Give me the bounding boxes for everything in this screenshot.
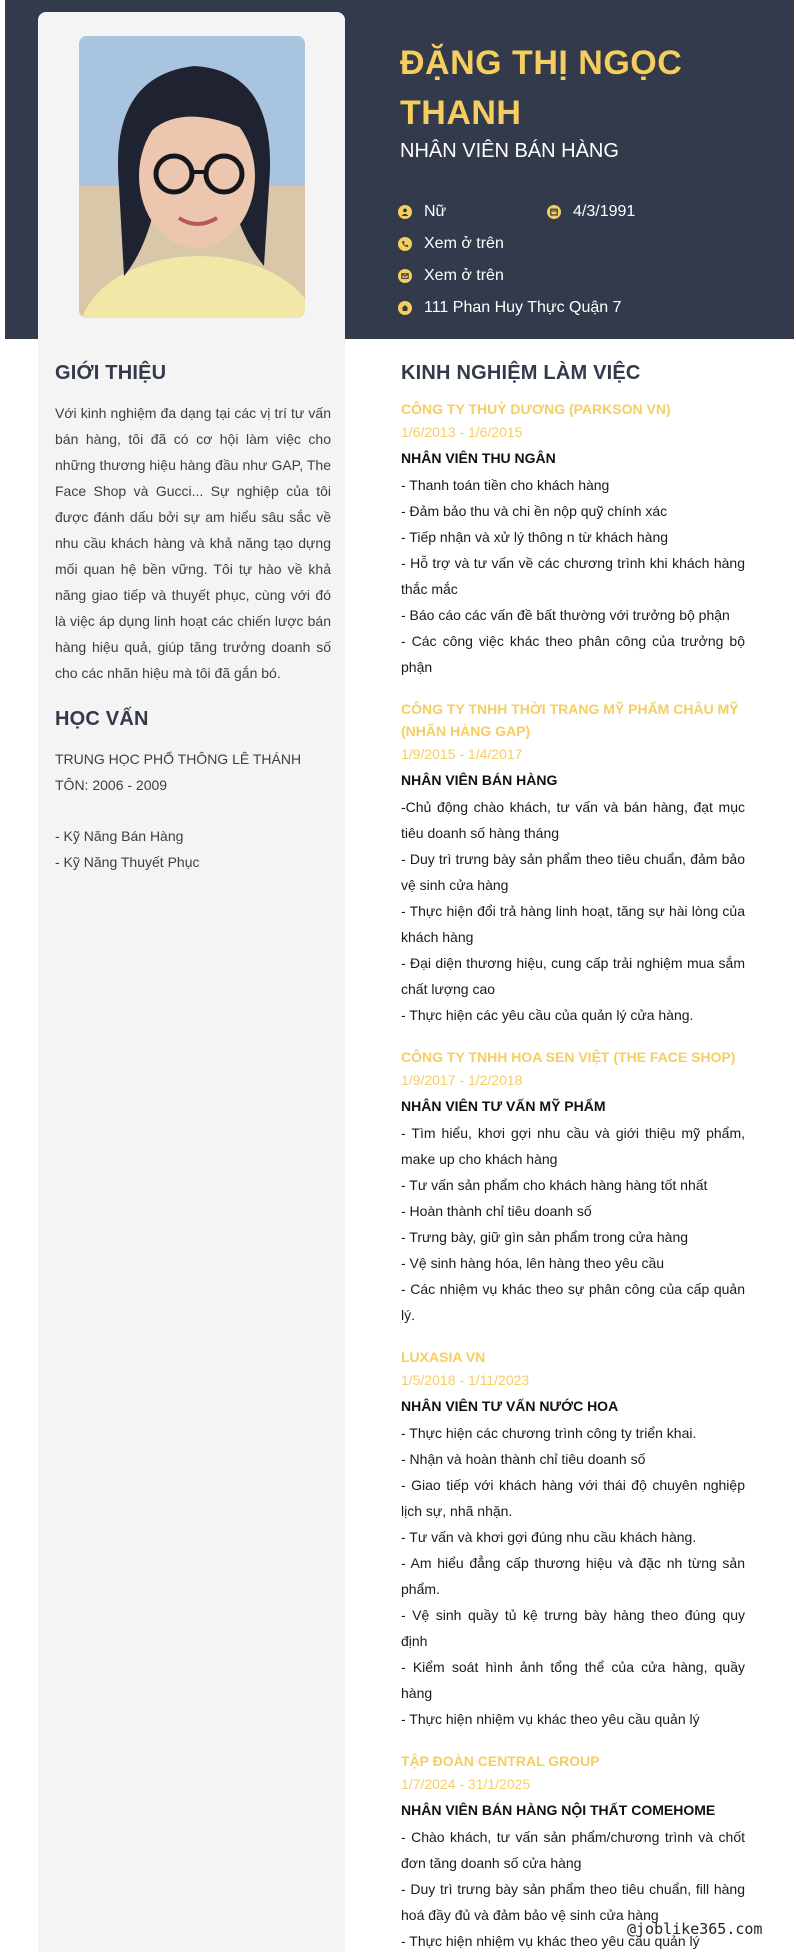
skill-item: - Kỹ Năng Bán Hàng bbox=[55, 828, 184, 844]
job-duty: - Đảm bảo thu và chi ền nộp quỹ chính xác bbox=[401, 503, 668, 519]
job-duty: - Am hiểu đẳng cấp thương hiệu và đặc nh từng sản phẩm. bbox=[401, 1555, 745, 1597]
job-duty: - Vệ sinh quầy tủ kệ trưng bày hàng theo đúng quy định bbox=[401, 1607, 745, 1649]
job-role: NHÂN VIÊN TƯ VẤN MỸ PHẨM bbox=[401, 1098, 606, 1114]
dob-value: 4/3/1991 bbox=[573, 203, 636, 220]
company-name: CÔNG TY TNHH THỜI TRANG MỸ PHẨM CHÂU MỸ (NHÃN HÀNG GAP) bbox=[401, 701, 739, 739]
job-duty: - Nhận và hoàn thành chỉ tiêu doanh số bbox=[401, 1451, 646, 1467]
job-role: NHÂN VIÊN BÁN HÀNG NỘI THẤT COMEHOME bbox=[401, 1802, 716, 1818]
job-role: NHÂN VIÊN BÁN HÀNG bbox=[401, 772, 558, 788]
job-period: 1/5/2018 - 1/11/2023 bbox=[401, 1372, 530, 1388]
job-duty: - Duy trì trưng bày sản phẩm theo tiêu chuẩn, fill hàng hoá đầy đủ và đảm bảo vệ sinh cửa hàng bbox=[401, 1881, 745, 1923]
home-icon bbox=[398, 301, 412, 315]
job-duty: - Thực hiện nhiệm vụ khác theo yêu cầu quản lý bbox=[401, 1711, 700, 1727]
experience-heading: KINH NGHIỆM LÀM VIỆC bbox=[401, 362, 641, 384]
job-duty: - Các công việc khác theo phân công của trưởng bộ phận bbox=[401, 633, 745, 675]
job-duty: - Thực hiện các chương trình công ty triển khai. bbox=[401, 1425, 697, 1441]
job-duty: - Tìm hiểu, khơi gợi nhu cầu và giới thiệu mỹ phẩm, make up cho khách hàng bbox=[401, 1125, 745, 1167]
contact-email bbox=[398, 266, 504, 286]
candidate-name: ĐẶNG THỊ NGỌC THANH bbox=[400, 44, 683, 132]
job-duty: - Hỗ trợ và tư vấn về các chương trình khi khách hàng thắc mắc bbox=[401, 555, 745, 597]
job-duty: - Chào khách, tư vấn sản phẩm/chương trình và chốt đơn tăng doanh số cửa hàng bbox=[401, 1829, 745, 1871]
contact-dob bbox=[547, 202, 635, 222]
job-role: NHÂN VIÊN THU NGÂN bbox=[401, 450, 556, 466]
job-duty: - Trưng bày, giữ gìn sản phẩm trong cửa hàng bbox=[401, 1229, 689, 1245]
job-duty: - Kiểm soát hình ảnh tổng thể của cửa hàng, quầy hàng bbox=[401, 1659, 745, 1701]
job-duty: - Các nhiệm vụ khác theo sự phân công của cấp quản lý. bbox=[401, 1281, 745, 1323]
profile-photo bbox=[79, 36, 305, 318]
job-duty: - Báo cáo các vấn đề bất thường với trưởng bộ phận bbox=[401, 607, 730, 623]
job-duty: - Tư vấn và khơi gợi đúng nhu cầu khách hàng. bbox=[401, 1529, 697, 1545]
job-duty: - Tư vấn sản phẩm cho khách hàng hàng tốt nhất bbox=[401, 1177, 708, 1193]
education-heading: HỌC VẤN bbox=[55, 708, 149, 730]
calendar-icon bbox=[547, 205, 561, 219]
company-name: CÔNG TY THUỲ DƯƠNG (PARKSON VN) bbox=[401, 401, 671, 417]
phone-icon bbox=[398, 237, 412, 251]
company-name: TẬP ĐOÀN CENTRAL GROUP bbox=[401, 1753, 600, 1769]
address-value: 111 Phan Huy Thực Quận 7 bbox=[424, 299, 622, 316]
skills-list bbox=[55, 823, 331, 875]
job-duty: - Hoàn thành chỉ tiêu doanh số bbox=[401, 1203, 592, 1219]
contact-gender bbox=[398, 202, 446, 222]
job-title: NHÂN VIÊN BÁN HÀNG bbox=[400, 140, 619, 162]
company-name: LUXASIA VN bbox=[401, 1349, 486, 1365]
job-entry bbox=[401, 398, 745, 680]
job-duty: - Đại diện thương hiệu, cung cấp trải nghiệm mua sắm chất lượng cao bbox=[401, 955, 745, 997]
contact-phone bbox=[398, 234, 504, 254]
job-entry bbox=[401, 698, 745, 1028]
company-name: CÔNG TY TNHH HOA SEN VIỆT (THE FACE SHOP) bbox=[401, 1049, 736, 1065]
intro-heading: GIỚI THIỆU bbox=[55, 362, 167, 384]
intro-text: Với kinh nghiệm đa dạng tại các vị trí tư vấn bán hàng, tôi đã có cơ hội làm việc cho những thương hiệu hàng đầu như GAP, The Face Shop và Gucci... Sự nghiệp của tôi được đánh dấu bởi sự am hiểu sâu sắc về nhu cầu khách hàng và khả năng tạo dựng mối quan hệ bền vững. Tôi tự hào về khả năng giao tiếp và thuyết phục, cùng với đó là việc áp dụng linh hoạt các chiến lược bán hàng hiệu quả, giúp tăng trưởng doanh số cho các nhãn hiệu mà tôi đã gắn bó. bbox=[55, 405, 331, 681]
mail-icon bbox=[398, 269, 412, 283]
job-entry bbox=[401, 1046, 745, 1328]
job-entry bbox=[401, 1346, 745, 1732]
job-duty: - Giao tiếp với khách hàng với thái độ chuyên nghiệp lịch sự, nhã nhặn. bbox=[401, 1477, 745, 1519]
job-duty: - Thực hiện các yêu cầu của quản lý cửa hàng. bbox=[401, 1007, 694, 1023]
contact-address bbox=[398, 298, 622, 318]
job-duty: - Thực hiện nhiệm vụ khác theo yêu cầu quản lý bbox=[401, 1933, 700, 1949]
job-duty: - Duy trì trưng bày sản phẩm theo tiêu chuẩn, đảm bảo vệ sinh cửa hàng bbox=[401, 851, 745, 893]
user-icon bbox=[398, 205, 412, 219]
phone-value: Xem ở trên bbox=[424, 235, 504, 252]
job-period: 1/9/2017 - 1/2/2018 bbox=[401, 1072, 523, 1088]
job-role: NHÂN VIÊN TƯ VẤN NƯỚC HOA bbox=[401, 1398, 619, 1414]
footer-brand: @joblike365.com bbox=[627, 1920, 763, 1938]
job-period: 1/9/2015 - 1/4/2017 bbox=[401, 746, 523, 762]
job-duty: - Vệ sinh hàng hóa, lên hàng theo yêu cầu bbox=[401, 1255, 665, 1271]
education-school: TRUNG HỌC PHỔ THÔNG LÊ THÁNH TÔN: 2006 - 2009 bbox=[55, 751, 302, 793]
email-value: Xem ở trên bbox=[424, 267, 504, 284]
job-period: 1/7/2024 - 31/1/2025 bbox=[401, 1776, 531, 1792]
job-duty: -Chủ động chào khách, tư vấn và bán hàng, đạt mục tiêu doanh số hàng tháng bbox=[401, 799, 745, 841]
experience-list bbox=[401, 398, 745, 1952]
job-duty: - Tiếp nhận và xử lý thông n từ khách hàng bbox=[401, 529, 669, 545]
skill-item: - Kỹ Năng Thuyết Phục bbox=[55, 854, 200, 870]
job-duty: - Thanh toán tiền cho khách hàng bbox=[401, 477, 610, 493]
job-period: 1/6/2013 - 1/6/2015 bbox=[401, 424, 523, 440]
gender-value: Nữ bbox=[424, 203, 447, 220]
job-duty: - Thực hiện đổi trả hàng linh hoạt, tăng sự hài lòng của khách hàng bbox=[401, 903, 745, 945]
